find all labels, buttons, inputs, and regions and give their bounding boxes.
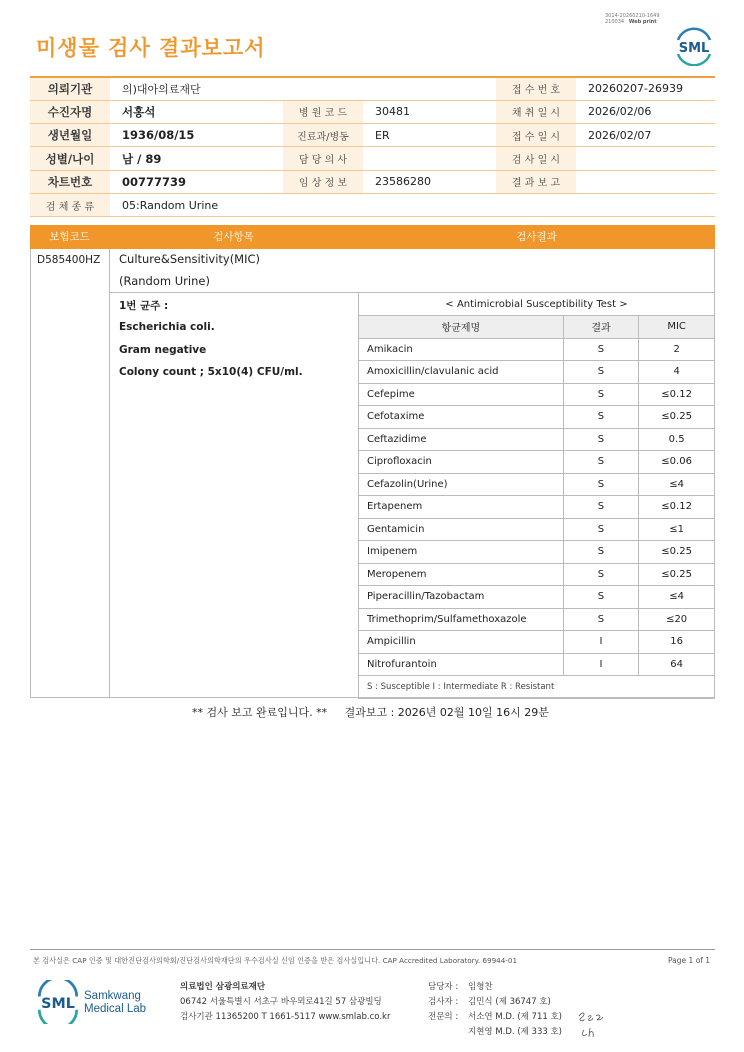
ast-mic: 16	[639, 631, 715, 654]
ast-drug-name: Amikacin	[359, 338, 564, 361]
org-address: 06742 서울특별시 서초구 바우뫼로41길 57 삼광빌딩	[180, 997, 382, 1007]
ast-row	[359, 406, 715, 429]
footer-divider	[30, 949, 715, 950]
ast-row	[359, 518, 715, 541]
ast-drug-name: Cefepime	[359, 383, 564, 406]
colony-count: Colony count ; 5x10(4) CFU/ml.	[119, 366, 303, 378]
label-test-date: 검 사 일 시	[496, 147, 576, 170]
label-chart-number: 차트번호	[30, 170, 110, 193]
ast-row	[359, 361, 715, 384]
staff-role: 담당자 :	[428, 982, 459, 992]
ast-rows-group-2	[359, 631, 715, 676]
staff-row	[428, 980, 562, 995]
staff-name: 지현영 M.D. (제 333 호)	[468, 1027, 563, 1037]
cap-note: 본 검사실은 CAP 인증 및 대한진단검사의학회/진단검사의학재단의 우수검사실 신임 인증을 받은 검사실입니다. CAP Accredited Laboratory. 69944-01	[33, 956, 518, 965]
ast-row	[359, 586, 715, 609]
ast-rows-group-1	[359, 338, 715, 631]
ast-drug-name: Nitrofurantoin	[359, 653, 564, 676]
ast-drug-name: Meropenem	[359, 563, 564, 586]
ast-result: S	[563, 563, 639, 586]
logo-text: SML	[678, 41, 710, 56]
value-sex-age: 남 / 89	[110, 147, 283, 170]
result-header	[30, 225, 715, 249]
value-department: ER	[363, 124, 496, 147]
ast-drug-name: Imipenem	[359, 541, 564, 564]
logo-wordmark	[84, 990, 146, 1016]
org-name: 의료법인 삼광의료재단	[180, 982, 266, 992]
ast-drug-name: Amoxicillin/clavulanic acid	[359, 361, 564, 384]
info-row	[30, 124, 715, 147]
value-specimen: 05:Random Urine	[110, 193, 715, 216]
value-accession: 20260207-26939	[576, 77, 715, 100]
label-received-date: 접 수 일 시	[496, 124, 576, 147]
ast-row	[359, 428, 715, 451]
ast-drug-name: Ampicillin	[359, 631, 564, 654]
ast-mic: ≤0.12	[639, 496, 715, 519]
ast-mic: 2	[639, 338, 715, 361]
ast-result: I	[563, 653, 639, 676]
ast-mic: ≤0.25	[639, 541, 715, 564]
ast-drug-name: Gentamicin	[359, 518, 564, 541]
print-label: Web print	[628, 19, 657, 25]
ast-drug-name: Ciprofloxacin	[359, 451, 564, 474]
ast-table	[358, 293, 715, 699]
staff-name: 김민식 (제 36747 호)	[468, 997, 551, 1007]
value-chart-number: 00777739	[110, 170, 283, 193]
complete-text: ** 검사 보고 완료입니다. **	[192, 706, 328, 719]
print-id-line	[605, 19, 660, 25]
ast-result: S	[563, 361, 639, 384]
ast-drug-name: Ceftazidime	[359, 428, 564, 451]
label-result-report: 결 과 보 고	[496, 170, 576, 193]
staff-row	[428, 995, 562, 1010]
ast-result: S	[563, 586, 639, 609]
ast-row	[359, 608, 715, 631]
ast-mic: ≤1	[639, 518, 715, 541]
label-collection-date: 채 취 일 시	[496, 100, 576, 123]
value-collection-date: 2026/02/06	[576, 100, 715, 123]
ast-result: S	[563, 518, 639, 541]
ast-mic: ≤4	[639, 473, 715, 496]
value-physician	[363, 147, 496, 170]
ast-drug-name: Cefotaxime	[359, 406, 564, 429]
staff-role: 전문의 :	[428, 1012, 459, 1022]
organization-info	[180, 980, 390, 1025]
ast-row	[359, 496, 715, 519]
report-complete	[192, 704, 549, 720]
ast-legend-row	[359, 676, 715, 699]
logo-line1: Samkwang	[84, 990, 141, 1002]
label-clinical-info: 임 상 정 보	[283, 170, 363, 193]
print-code: 3014-20260210-1649	[605, 13, 660, 19]
ast-mic: ≤0.25	[639, 563, 715, 586]
ast-row	[359, 653, 715, 676]
ast-row	[359, 338, 715, 361]
ast-drug-name: Cefazolin(Urine)	[359, 473, 564, 496]
label-accession: 접 수 번 호	[496, 77, 576, 100]
ast-row	[359, 473, 715, 496]
ast-result: S	[563, 338, 639, 361]
organism-name: Escherichia coli.	[119, 321, 215, 333]
ast-mic: ≤0.25	[639, 406, 715, 429]
ast-result: S	[563, 383, 639, 406]
value-clinical-info: 23586280	[363, 170, 496, 193]
col-mic: MIC	[639, 316, 715, 339]
info-row	[30, 100, 715, 123]
value-birthdate: 1936/08/15	[110, 124, 283, 147]
ast-result: S	[563, 496, 639, 519]
page-title: 미생물 검사 결과보고서	[36, 36, 266, 60]
ast-mic: 4	[639, 361, 715, 384]
print-id: 210034	[605, 19, 625, 25]
report-time: 결과보고 : 2026년 02월 10일 16시 29분	[344, 706, 549, 719]
staff-role: 검사자 :	[428, 997, 459, 1007]
ast-header-row	[359, 316, 715, 339]
patient-info-table	[30, 76, 715, 217]
info-row	[30, 147, 715, 170]
ast-mic: ≤20	[639, 608, 715, 631]
ast-row	[359, 631, 715, 654]
value-hospital-code: 30481	[363, 100, 496, 123]
ast-result: I	[563, 631, 639, 654]
label-requester: 의뢰기관	[30, 77, 110, 100]
info-row	[30, 77, 715, 100]
divider	[109, 249, 110, 697]
ast-row	[359, 383, 715, 406]
label-specimen: 검 체 종 류	[30, 193, 110, 216]
ast-drug-name: Piperacillin/Tazobactam	[359, 586, 564, 609]
staff-row	[428, 1010, 562, 1025]
value-patient-name: 서홍석	[110, 100, 283, 123]
ast-mic: 0.5	[639, 428, 715, 451]
ast-row	[359, 451, 715, 474]
ast-result: S	[563, 451, 639, 474]
ast-result: S	[563, 406, 639, 429]
staff-info	[428, 980, 562, 1040]
staff-name: 서소연 M.D. (제 711 호)	[468, 1012, 563, 1022]
signature	[575, 1008, 609, 1040]
sml-logo	[674, 26, 714, 66]
print-info	[605, 13, 660, 25]
ast-drug-name: Trimethoprim/Sulfamethoxazole	[359, 608, 564, 631]
value-requester: 의)대아의료재단	[110, 77, 496, 100]
col-result: 결과	[563, 316, 639, 339]
staff-row	[428, 1025, 562, 1040]
col-test-item: 검사항목	[213, 231, 254, 243]
ast-title: < Antimicrobial Susceptibility Test >	[359, 293, 715, 316]
label-department: 진료과/병동	[283, 124, 363, 147]
ast-row	[359, 563, 715, 586]
ast-mic: 64	[639, 653, 715, 676]
gram-stain: Gram negative	[119, 344, 207, 356]
test-item-name: Culture&Sensitivity(MIC)	[119, 252, 261, 266]
label-patient-name: 수진자명	[30, 100, 110, 123]
ast-mic: ≤0.12	[639, 383, 715, 406]
ast-legend: S : Susceptible I : Intermediate R : Resistant	[359, 676, 715, 699]
test-item-specimen: (Random Urine)	[119, 274, 210, 288]
label-sex-age: 성별/나이	[30, 147, 110, 170]
ast-result: S	[563, 473, 639, 496]
info-row	[30, 193, 715, 216]
ast-title-row	[359, 293, 715, 316]
staff-name: 임형찬	[468, 982, 493, 992]
ast-result: S	[563, 541, 639, 564]
ast-row	[359, 541, 715, 564]
ast-result: S	[563, 428, 639, 451]
col-insurance-code: 보험코드	[49, 231, 90, 243]
col-test-result: 검사결과	[516, 231, 557, 243]
ast-mic: ≤0.06	[639, 451, 715, 474]
logo-text: SML	[41, 996, 75, 1013]
insurance-code: D585400HZ	[37, 254, 101, 266]
col-drug: 항균제명	[359, 316, 564, 339]
logo-line2: Medical Lab	[84, 1003, 147, 1015]
ast-result: S	[563, 608, 639, 631]
label-birthdate: 생년월일	[30, 124, 110, 147]
ast-drug-name: Ertapenem	[359, 496, 564, 519]
info-row	[30, 170, 715, 193]
ast-mic: ≤4	[639, 586, 715, 609]
page-number: Page 1 of 1	[668, 956, 711, 965]
value-received-date: 2026/02/07	[576, 124, 715, 147]
value-result-report	[576, 170, 715, 193]
organism-label: 1번 균주 :	[119, 300, 169, 312]
sml-logo-mark	[36, 980, 80, 1024]
value-test-date	[576, 147, 715, 170]
label-physician: 담 당 의 사	[283, 147, 363, 170]
label-hospital-code: 병 원 코 드	[283, 100, 363, 123]
org-contact: 검사기관 11365200 T 1661-5117 www.smlab.co.kr	[180, 1012, 391, 1022]
